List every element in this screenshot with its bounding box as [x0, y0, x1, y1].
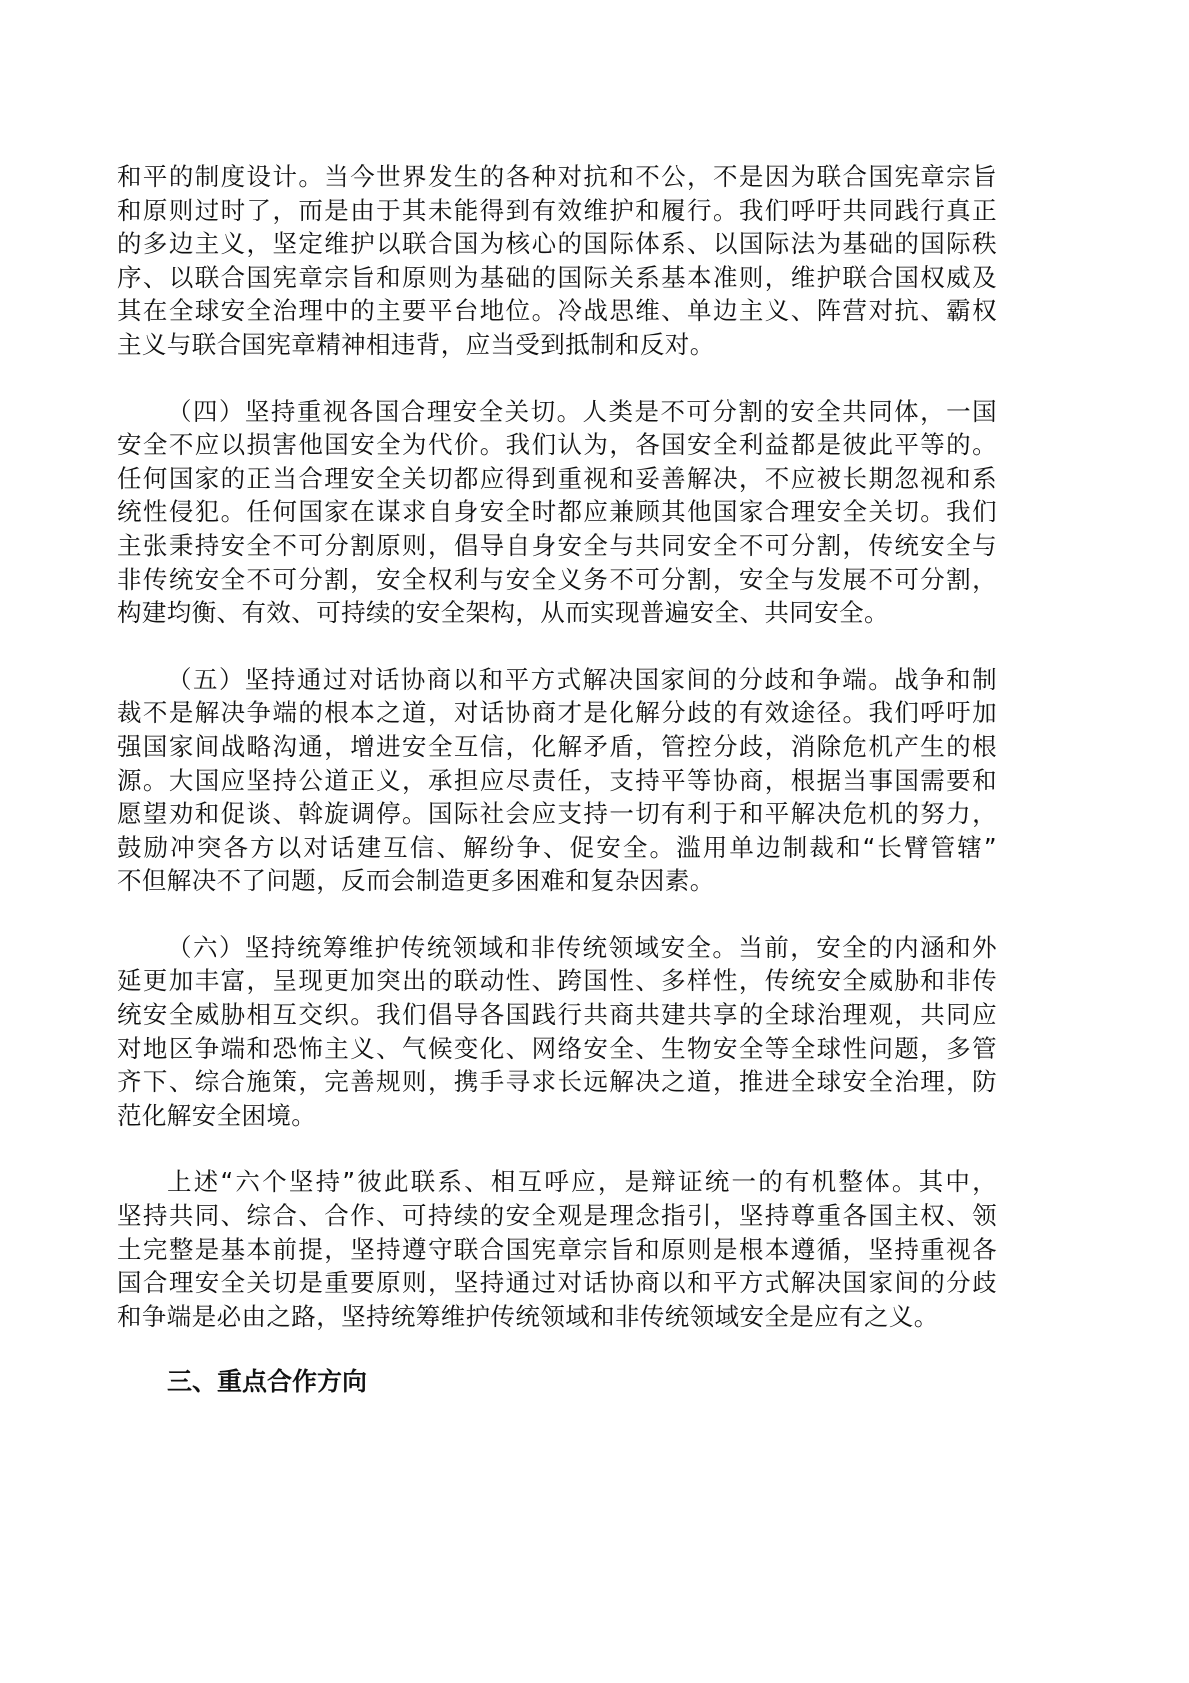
document-page [117, 160, 997, 1399]
text-line: 裁不是解决争端的根本之道，对话协商才是化解分歧的有效途径。我们呼吁加 [117, 698, 997, 728]
text-line: 坚持共同、综合、合作、可持续的安全观是理念指引，坚持尊重各国主权、领 [117, 1201, 997, 1231]
text-line: 的多边主义，坚定维护以联合国为核心的国际体系、以国际法为基础的国际秩 [117, 229, 997, 259]
text-line: 强国家间战略沟通，增进安全互信，化解矛盾，管控分歧，消除危机产生的根 [117, 731, 997, 761]
text-line: 鼓励冲突各方以对话建互信、解纷争、促安全。滥用单边制裁和“长臂管辖” [117, 832, 997, 862]
text-line: 延更加丰富，呈现更加突出的联动性、跨国性、多样性，传统安全威胁和非传 [117, 966, 997, 996]
text-line: 上述“六个坚持”彼此联系、相互呼应，是辩证统一的有机整体。其中， [167, 1167, 997, 1197]
text-line: 源。大国应坚持公道正义，承担应尽责任，支持平等协商，根据当事国需要和 [117, 765, 997, 795]
text-line: 国合理安全关切是重要原则，坚持通过对话协商以和平方式解决国家间的分歧 [117, 1268, 997, 1298]
paragraph-four [117, 395, 997, 630]
text-line: 安全不应以损害他国安全为代价。我们认为，各国安全利益都是彼此平等的。 [117, 430, 997, 460]
text-line: 和争端是必由之路，坚持统筹维护传统领域和非传统领域安全是应有之义。 [117, 1301, 939, 1331]
paragraph-summary [117, 1165, 997, 1333]
text-line: 统性侵犯。任何国家在谋求自身安全时都应兼顾其他国家合理安全关切。我们 [117, 497, 997, 527]
text-line: 序、以联合国宪章宗旨和原则为基础的国际关系基本准则，维护联合国权威及 [117, 262, 997, 292]
text-line: 愿望劝和促谈、斡旋调停。国际社会应支持一切有利于和平解决危机的努力， [117, 799, 997, 829]
text-line: 和原则过时了，而是由于其未能得到有效维护和履行。我们呼吁共同践行真正 [117, 195, 997, 225]
text-line: （五）坚持通过对话协商以和平方式解决国家间的分歧和争端。战争和制 [167, 664, 997, 694]
text-line: （六）坚持统筹维护传统领域和非传统领域安全。当前，安全的内涵和外 [167, 932, 997, 962]
text-line: 主张秉持安全不可分割原则，倡导自身安全与共同安全不可分割，传统安全与 [117, 530, 997, 560]
paragraph-continuation [117, 160, 997, 362]
text-line: 和平的制度设计。当今世界发生的各种对抗和不公，不是因为联合国宪章宗旨 [117, 162, 997, 191]
text-line: 统安全威胁相互交织。我们倡导各国践行共商共建共享的全球治理观，共同应 [117, 1000, 997, 1030]
paragraph-five [117, 663, 997, 898]
text-line: 范化解安全困境。 [117, 1100, 317, 1130]
text-line: 构建均衡、有效、可持续的安全架构，从而实现普遍安全、共同安全。 [117, 598, 889, 628]
paragraph-six [117, 931, 997, 1133]
text-line: 土完整是基本前提，坚持遵守联合国宪章宗旨和原则是根本遵循，坚持重视各 [117, 1234, 997, 1264]
text-line: 其在全球安全治理中的主要平台地位。冷战思维、单边主义、阵营对抗、霸权 [117, 296, 997, 326]
section-heading: 三、重点合作方向 [167, 1367, 368, 1397]
text-line: 不但解决不了问题，反而会制造更多困难和复杂因素。 [117, 866, 715, 896]
text-line: 任何国家的正当合理安全关切都应得到重视和妥善解决，不应被长期忽视和系 [117, 463, 997, 493]
text-line: 非传统安全不可分割，安全权利与安全义务不可分割，安全与发展不可分割， [117, 564, 997, 594]
text-line: 主义与联合国宪章精神相违背，应当受到抵制和反对。 [117, 329, 715, 359]
text-line: 齐下、综合施策，完善规则，携手寻求长远解决之道，推进全球安全治理，防 [117, 1067, 997, 1097]
text-line: 对地区争端和恐怖主义、气候变化、网络安全、生物安全等全球性问题，多管 [117, 1033, 997, 1063]
text-line: （四）坚持重视各国合理安全关切。人类是不可分割的安全共同体，一国 [167, 396, 997, 426]
